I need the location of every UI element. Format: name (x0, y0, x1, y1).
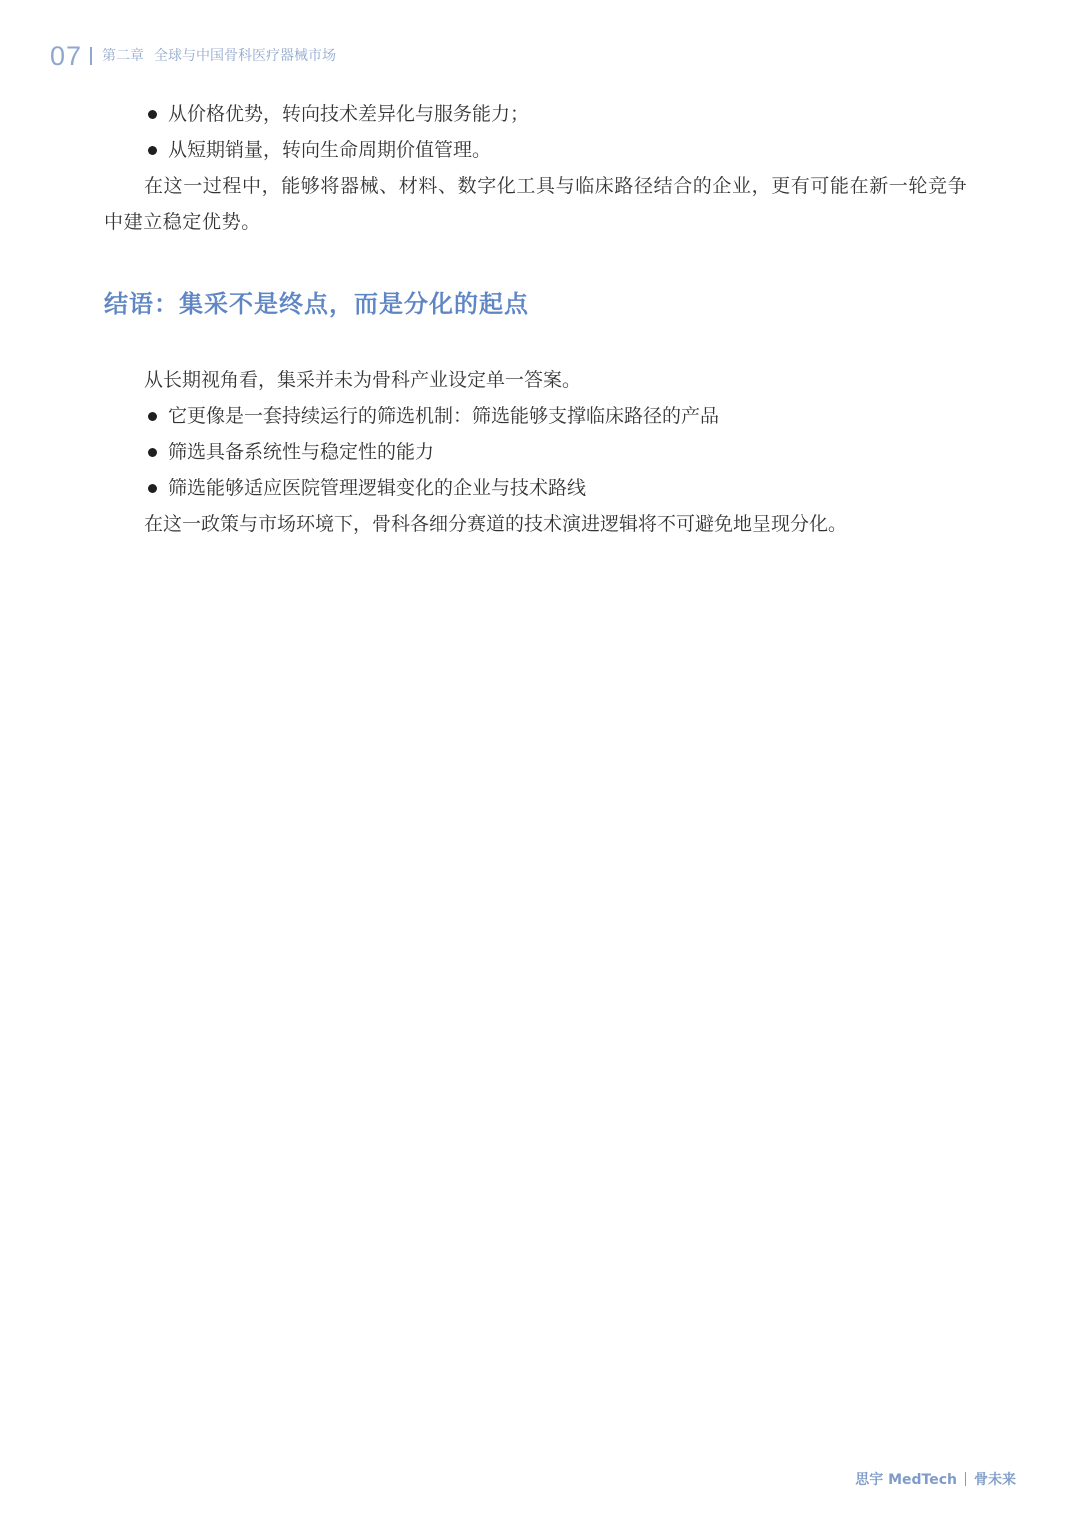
page-footer (855, 1466, 1016, 1492)
bullet-item: 筛选能够适应医院管理逻辑变化的企业与技术路线 (168, 470, 1080, 506)
footer-slogan: 骨未来 (974, 1472, 1016, 1488)
page-content (0, 96, 1080, 542)
body-paragraph: 在这一过程中，能够将器械、材料、数字化工具与临床路径结合的企业，更有可能在新一轮竞争中建立稳定优势。 (104, 175, 968, 233)
intro-line: 从长期视角看，集采并未为骨科产业设定单一答案。 (144, 369, 582, 391)
footer-brand: 思宇 MedTech (855, 1472, 957, 1488)
chapter-label: 第二章 (102, 48, 145, 64)
bullet-item: 从价格优势，转向技术差异化与服务能力； (168, 96, 1080, 132)
section-heading: 结语：集采不是终点，而是分化的起点 (104, 290, 529, 318)
bullet-item: 从短期销量，转向生命周期价值管理。 (168, 132, 1080, 168)
closing-line: 在这一政策与市场环境下，骨科各细分赛道的技术演进逻辑将不可避免地呈现分化。 (144, 513, 848, 535)
page-number: 07 (50, 41, 83, 71)
bullet-item: 筛选具备系统性与稳定性的能力 (168, 434, 1080, 470)
bullet-item: 它更像是一套持续运行的筛选机制：筛选能够支撑临床路径的产品 (168, 398, 1080, 434)
page-header (50, 38, 336, 74)
chapter-title: 全球与中国骨科医疗器械市场 (154, 48, 337, 64)
header-divider (90, 47, 92, 65)
footer-divider (965, 1472, 966, 1486)
chapter-heading (102, 38, 336, 74)
